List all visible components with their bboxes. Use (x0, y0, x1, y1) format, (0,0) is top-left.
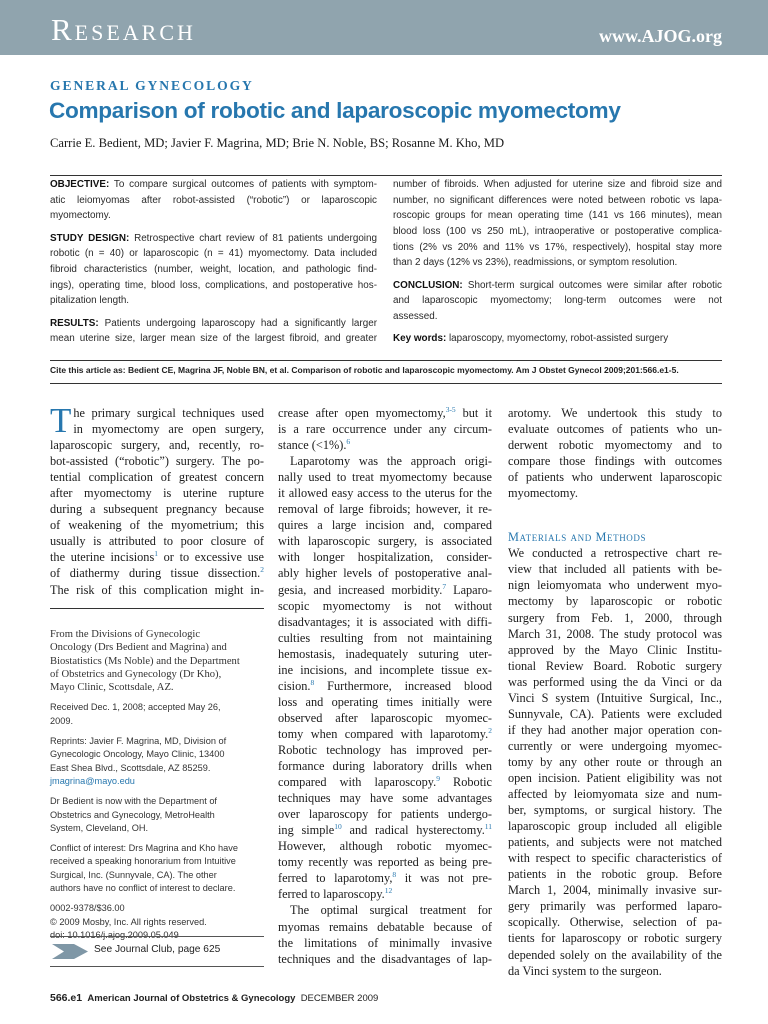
body-line: affected by leiomyomata size and num- (508, 787, 722, 802)
body-line: with laparoscopic surgery, is associated (278, 534, 492, 549)
body-line: myomectomy. (508, 486, 578, 501)
body-line: Laparotomy was the approach origi- (290, 454, 492, 469)
results-line: mean uterine size, larger mean size of the largest fibroid, and greater (50, 333, 377, 345)
journal-club-bottom-rule (50, 966, 264, 967)
body-line: ferred to laparotomy,$^8$ it was not pre- (278, 870, 492, 886)
reference-link[interactable]: 8 (392, 870, 397, 880)
affiliation-line: From the Divisions of Gynecologic (50, 629, 201, 640)
conclusion-line: assessed. (393, 311, 438, 322)
affiliations (50, 628, 264, 942)
body-line: laparoscopic surgery, and, recently, ro- (50, 438, 264, 453)
body-line: over laparoscopy for patients undergo- (278, 807, 492, 822)
citation-line: Cite this article as: Bedient CE, Magrina JF, Noble BN, et al. Comparison of robotic and laparoscopic myomectomy. Am J Obstet Gynecol 2009;201:566.e1-5. (50, 365, 679, 375)
author-list: Carrie E. Bedient, MD; Javier F. Magrina, MD; Brie N. Noble, BS; Rosanne M. Kho, MD (50, 136, 505, 150)
body-line: patients, and subjects were not matched (508, 835, 722, 850)
body-line: March 1, 2004, minimally invasive sur- (508, 883, 722, 898)
section-label: Research (51, 12, 196, 47)
affiliation-line: Oncology (Drs Bedient and Magrina) and (50, 642, 227, 654)
conclusion-line: and laparoscopic myomectomy; long-term outcomes were not (393, 295, 722, 307)
body-line: The risk of this complication might in- (50, 582, 264, 597)
body-line: of weakening of the myometrium; this (50, 518, 264, 533)
received-line: 2009. (50, 715, 73, 726)
conflict-line: received a speaking honorarium from Intuitive (50, 856, 236, 867)
affiliation-line: Biostatistics (Ms Noble) and the Department (50, 655, 240, 667)
design-line: fibroid characteristics (number, weight, location, and pathologic find- (50, 263, 377, 275)
reference-link[interactable]: 3-5 (445, 404, 456, 414)
body-line: Vinci S system (Intuitive Surgical, Inc., (508, 690, 722, 705)
design-line: STUDY DESIGN: Retrospective chart review of 81 patients undergoing (50, 232, 377, 244)
body-line: it allowed easy access to the uterus for the (278, 486, 492, 501)
reference-link[interactable]: 2 (488, 725, 492, 735)
body-line: with respect to specific characteristics of (508, 851, 722, 866)
body-line: of diathermy during tissue dissection.$^2$ (50, 565, 264, 581)
body-line: compared with laparoscopy.$^9$ Robotic (278, 773, 492, 790)
objective-line: OBJECTIVE: To compare surgical outcomes of patients with symptom- (50, 179, 377, 190)
reference-link[interactable]: 11 (484, 822, 492, 832)
body-line: arotomy. We undertook this study to (508, 406, 722, 420)
body-line: crease after open myomectomy,$^{3-5}$ but it (278, 404, 492, 420)
results-line: number, no significant differences were noted between robotic vs lapa- (393, 194, 722, 206)
abstract-top-rule (50, 175, 722, 176)
body-line: tomy when compared with laparotomy.$^2$ (278, 725, 492, 741)
reference-link[interactable]: 1 (154, 549, 158, 559)
body-line: ing simple$^{10}$ and radical hysterectomy.$^{11}$ (278, 822, 492, 838)
body-line: the limitations of minimally invasive (278, 935, 492, 950)
body-line: tential complication of greatest concern (50, 470, 264, 485)
body-line: view that included all patients with be- (508, 562, 722, 577)
body-line: disadvantages; it is associated with diffi- (278, 614, 492, 629)
body-line: However, although robotic myomec- (278, 839, 492, 854)
affiliation-line: of Obstetrics and Gynecology (Dr Kho), (50, 668, 222, 680)
body-line: quires a large incision and, compared (278, 518, 492, 533)
body-line: ber, symptoms, or surgical history. The (508, 803, 722, 818)
body-line: cision.$^8$ Furthermore, increased blood (278, 677, 492, 693)
body-line: was performed using the da Vinci or da (508, 674, 722, 689)
objective-line: myomectomy. (50, 210, 111, 222)
email-link[interactable]: jmagrina@mayo.edu (50, 775, 135, 786)
abstract (50, 177, 722, 360)
body-line: loss and operating times initially were (278, 694, 492, 709)
body-line: is a rare occurrence under any circum- (278, 422, 492, 437)
keywords-label: Key words: (393, 333, 447, 345)
objective-label: OBJECTIVE: (50, 179, 110, 190)
body-line: stance (<1%).$^6$ (278, 437, 351, 453)
body-line: scopically. Otherwise, selection of pa- (508, 915, 722, 930)
citation-rule (50, 383, 722, 384)
results-line: than 2 days (12% vs 23%), readmissions, or symptom resolution. (393, 257, 678, 269)
body-line: ably higher levels of postoperative anal- (278, 566, 492, 581)
reference-link[interactable]: 9 (436, 773, 440, 783)
page-footer (50, 993, 378, 1004)
current-affiliation-line: System, Cleveland, OH. (50, 822, 149, 833)
body-line: after myomectomy is uterine rupture (50, 486, 264, 501)
reference-link[interactable]: 8 (310, 677, 315, 687)
issn: 0002-9378/$36.00 (50, 903, 125, 914)
keywords-line (393, 331, 722, 347)
body-line: with longer hospitalization, consider- (278, 550, 492, 565)
body-line: myomas remains debatable because of (278, 919, 492, 934)
reference-link[interactable]: 12 (384, 886, 393, 896)
affiliation-rule (50, 608, 264, 609)
body-line: gesia, and increased morbidity.$^7$ Laparo- (278, 581, 492, 597)
section-header-bar (0, 0, 768, 55)
body-line: tients for laparoscopy or robotic surgery (508, 931, 722, 946)
results-line: RESULTS: Patients undergoing laparoscopy had a significantly larger (50, 317, 377, 329)
article-title: Comparison of robotic and laparoscopic myomectomy (49, 98, 621, 123)
reference-link[interactable]: 7 (442, 581, 447, 591)
results-label: RESULTS: (50, 317, 99, 329)
body-line: ine incisions, and incomplete tissue ex- (278, 662, 492, 677)
conflict-line: Surgical, Inc. (Sunnyvale, CA). The other (50, 869, 217, 880)
body-line: techniques and the disadvantages of lap- (278, 951, 492, 966)
conclusion-label: CONCLUSION: (393, 279, 463, 291)
body-line: gery primarily was performed laparo- (508, 899, 722, 914)
journal-url[interactable]: www.AJOG.org (599, 26, 722, 46)
design-line: pitalization length. (50, 295, 130, 307)
body-line: hemostasis, inadequately suturing uter- (278, 646, 492, 661)
body-line: The optimal surgical treatment for (290, 903, 492, 918)
body-line: bot-assisted (“robotic”) surgery. The po- (50, 454, 264, 469)
abstract-right-column (393, 177, 722, 347)
results-line: tions (2% vs 20% and 11% vs 17%, respectively), hospital stay more (393, 241, 722, 253)
body-line: in myomectomy are open surgery, (73, 422, 264, 437)
results-line: roscopic groups for mean operating time (141 vs 166 minutes), mean (393, 210, 722, 222)
article-category: GENERAL GYNECOLOGY (50, 78, 254, 93)
results-line: number of fibroids. When adjusted for uterine size and fibroid size and (393, 179, 722, 190)
body-line: da Vinci system to the surgeon. (508, 963, 662, 978)
reprints-line: East Shea Blvd., Scottsdale, AZ 85259. (50, 762, 211, 773)
conflict-line: authors have no conflict of interest to declare. (50, 883, 236, 894)
body-line: tomy by any other route or through an (508, 754, 722, 769)
body-line: of patients who underwent laparoscopic (508, 470, 722, 485)
reprints-line: Reprints: Javier F. Magrina, MD, Division of (50, 736, 227, 747)
reference-link[interactable]: 6 (346, 437, 351, 446)
body-line: removal of large fibroids; however, it re- (278, 502, 492, 517)
body-line: approved by the Mayo Clinic Institu- (508, 642, 722, 657)
journal-club-callout[interactable] (50, 940, 264, 962)
drop-cap: T (50, 401, 72, 440)
objective-line: atic leiomyomas after robot-assisted (“robotic”) or laparoscopic (50, 194, 377, 206)
current-affiliation-line: Dr Bedient is now with the Department of (50, 796, 217, 807)
body-line: nally used to treat myomectomy because (278, 470, 492, 485)
journal-club-top-rule (50, 936, 264, 937)
body-line: usually is attributed to poor closure of (50, 534, 264, 549)
body-line: laparoscopic group included all eligible (508, 819, 722, 834)
methods-heading: Materials and Methods (508, 530, 647, 545)
body-line: techniques may have some advantages (278, 791, 492, 806)
body-line: derwent robotic myomectomy and to (508, 438, 722, 453)
body-line: nign leiomyomata who underwent myo- (508, 578, 722, 593)
body-line: formance during laboratory drills when (278, 759, 492, 774)
body-line: Sunnyvale, CA). Patients were excluded (508, 706, 722, 721)
body-line: culties resulting from not maintaining (278, 630, 492, 645)
body-line: patients in the robotic group. Before (508, 867, 722, 882)
reference-link[interactable]: 2 (260, 565, 264, 575)
abstract-bottom-rule (50, 360, 722, 361)
body-line: open incision. Patient eligibility was not (508, 770, 722, 785)
journal-club-link[interactable]: See Journal Club, page 625 (94, 944, 221, 955)
body-line: compare those findings with outcomes (508, 454, 722, 469)
body-line: during a subsequent pregnancy because (50, 502, 264, 517)
body-line: depended solely on the availability of the (508, 947, 722, 962)
current-affiliation-line: Obstetrics and Gynecology, MetroHealth (50, 809, 215, 820)
body-line: evaluate outcomes of patients who un- (508, 422, 722, 437)
design-label: STUDY DESIGN: (50, 232, 130, 244)
reference-link[interactable]: 10 (334, 822, 342, 832)
abstract-left-column (50, 177, 377, 347)
affiliation-line: Mayo Clinic, Scottsdale, AZ. (50, 682, 174, 694)
body-line: he primary surgical techniques used (73, 406, 264, 420)
body-line: Robotic technology has improved per- (278, 742, 492, 757)
design-line: ings), operating time, blood loss, complications, and postoperative hos- (50, 279, 377, 291)
body-column-1 (50, 401, 264, 598)
doi[interactable]: doi: 10.1016/j.ajog.2009.05.049 (50, 929, 179, 940)
arrow-right-icon (52, 944, 88, 959)
results-line: blood loss (100 vs 250 mL), intraoperative or postoperative complica- (393, 226, 722, 238)
design-line: robotic (n = 40) or laparoscopic (n = 41) myomectomy. Data included (50, 248, 377, 260)
body-line: March 31, 2008. The study protocol was (508, 626, 722, 641)
body-line: We conducted a retrospective chart re- (508, 546, 722, 561)
body-line: if they had another major operation con- (508, 722, 722, 737)
page-number: 566.e1 (50, 992, 83, 1004)
copyright: © 2009 Mosby, Inc. All rights reserved. (50, 916, 207, 927)
journal-name: American Journal of Obstetrics & Gynecology (87, 993, 296, 1004)
body-line: mectomy by laparoscopic or robotic (508, 594, 722, 609)
body-column-3 (508, 405, 722, 979)
received-line: Received Dec. 1, 2008; accepted May 26, (50, 702, 221, 713)
body-column-2 (278, 405, 492, 967)
reprints-line: Gynecologic Oncology, Mayo Clinic, 13400 (50, 749, 225, 760)
body-line: scopic myomectomy is not without (278, 598, 492, 613)
body-line: currently or were undergoing myomec- (508, 738, 722, 753)
body-line: tomy recently was reported as being pre- (278, 855, 492, 870)
body-line: ferred to laparoscopy.$^{12}$ (278, 886, 393, 902)
body-line: tional Review Board. Robotic surgery (508, 658, 722, 673)
issue-date: DECEMBER 2009 (300, 993, 379, 1004)
conclusion-line: CONCLUSION: Short-term surgical outcomes were similar after robotic (393, 279, 722, 291)
conflict-line: Conflict of interest: Drs Magrina and Kho have (50, 843, 238, 854)
body-line: the uterine incisions$^1$ or to excessive use (50, 549, 264, 565)
body-line: surgery from Feb. 1, 2000, through (508, 610, 722, 625)
body-line: observed after laparoscopic myomec- (278, 710, 492, 725)
keywords: laparoscopy, myomectomy, robot-assisted surgery (448, 333, 669, 345)
